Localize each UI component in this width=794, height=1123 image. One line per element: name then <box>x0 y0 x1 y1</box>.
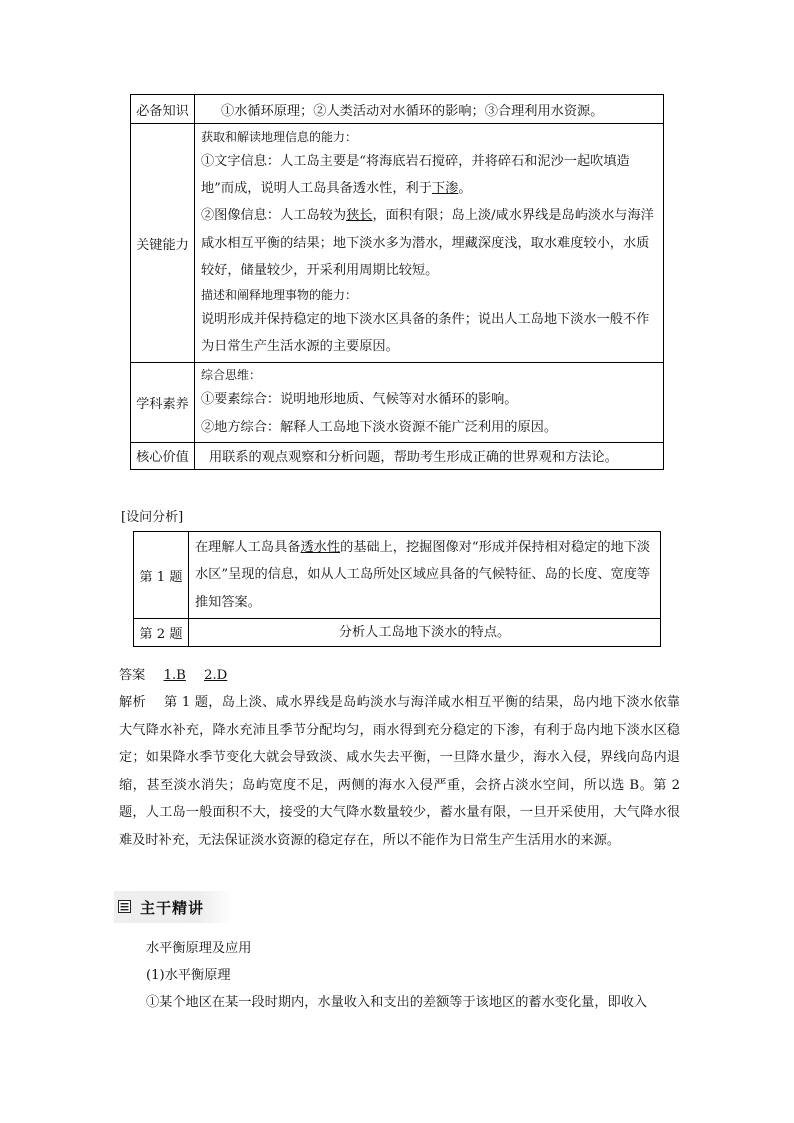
answer-label: 答案 <box>119 668 146 683</box>
question-analysis-table <box>133 531 661 647</box>
table-row-key-ability <box>131 124 664 363</box>
row-label: 核心价值 <box>131 442 195 469</box>
knowledge-table <box>130 94 664 470</box>
image-info: ②图像信息：人工岛较为狭长，面积有限；岛上淡/咸水界线是岛屿淡水与海洋咸水相互平衡的结果；地下淡水多为潜水，埋藏深度浅，取水难度较小，水质较好，储量较少，开采利用周期比较短。 <box>201 208 654 278</box>
answer-2: 2.D <box>204 668 228 683</box>
question-content: 在理解人工岛具备透水性的基础上，挖掘图像对“形成并保持相对稳定的地下淡水区”呈现的信息，如从人工岛所处区域应具备的气候特征、岛的长度、宽度等推知答案。 <box>189 532 661 619</box>
subsection-text: ①某个地区在某一段时期内，水量收入和支出的差额等于该地区的蓄水变化量，即收入 <box>146 995 648 1010</box>
section-title: 主干精讲 <box>140 899 205 917</box>
row-content <box>195 363 664 442</box>
table-row-core-value <box>131 442 664 469</box>
describe-text: 说明形成并保持稳定的地下淡水区具备的条件；说出人工岛地下淡水一般不作为日常生产生活水源的主要原因。 <box>201 312 650 355</box>
question-label: 第 1 题 <box>134 532 189 619</box>
answer-line <box>119 664 227 683</box>
text-info: ①文字信息：人工岛主要是“将海底岩石搅碎，并将碎石和泥沙一起吹填造地”而成，说明人工岛具备透水性，利于下渗。 <box>201 154 630 197</box>
question-label: 第 2 题 <box>134 619 189 647</box>
ability-heading: 获取和解读地理信息的能力： <box>201 130 358 144</box>
question-content: 分析人工岛地下淡水的特点。 <box>189 619 661 647</box>
table-row-required-knowledge <box>131 95 664 124</box>
ability-heading: 描述和阐释地理事物的能力： <box>201 288 358 303</box>
row-label: 关键能力 <box>131 124 195 363</box>
question-analysis-label: [设问分析] <box>121 510 184 525</box>
table-row-q1 <box>134 532 661 619</box>
literacy-item: ②地方综合：解释人工岛地下淡水资源不能广泛利用的原因。 <box>201 419 558 435</box>
answer-1: 1.B <box>163 668 186 683</box>
explanation-text: 第 1 题，岛上淡、咸水界线是岛屿淡水与海洋咸水相互平衡的结果，岛内地下淡水依靠大气降水补充，降水充沛且季节分配均匀，雨水得到充分稳定的下渗，有利于岛内地下淡水区稳定；如果降水季节变化大就会导致淡、咸水失去平衡，一旦降水量少，海水入侵，界线向岛内退缩，甚至淡水消失；岛屿宽度不足，两侧的海水入侵严重，会挤占淡水空间，所以选 B。第 2 题，人工岛一般面积不大，接受的大气降水数量较少，蓄水量有限，一旦开采使用，大气降水很难及时补充，无法保证淡水资源的稳定存在，所以不能作为日常生产生活用水的来源。 <box>119 695 680 848</box>
literacy-heading: 综合思维： <box>201 368 262 383</box>
explanation-label: 解析 <box>119 695 146 710</box>
row-content: ①水循环原理；②人类活动对水循环的影响；③合理利用水资源。 <box>195 95 664 124</box>
literacy-item: ①要素综合：说明地形地质、气候等对水循环的影响。 <box>201 392 518 408</box>
table-row-q2 <box>134 619 661 647</box>
book-list-icon <box>118 900 131 913</box>
subsection-title: 水平衡原理及应用 <box>146 941 252 956</box>
subsection-item: (1)水平衡原理 <box>146 968 231 983</box>
section-header <box>114 891 234 923</box>
explanation-paragraph <box>119 689 680 855</box>
table-row-literacy <box>131 363 664 442</box>
row-content: 用联系的观点观察和分析问题，帮助考生形成正确的世界观和方法论。 <box>195 442 664 469</box>
row-label: 必备知识 <box>131 95 195 124</box>
row-label: 学科素养 <box>131 363 195 442</box>
row-content <box>195 124 664 363</box>
